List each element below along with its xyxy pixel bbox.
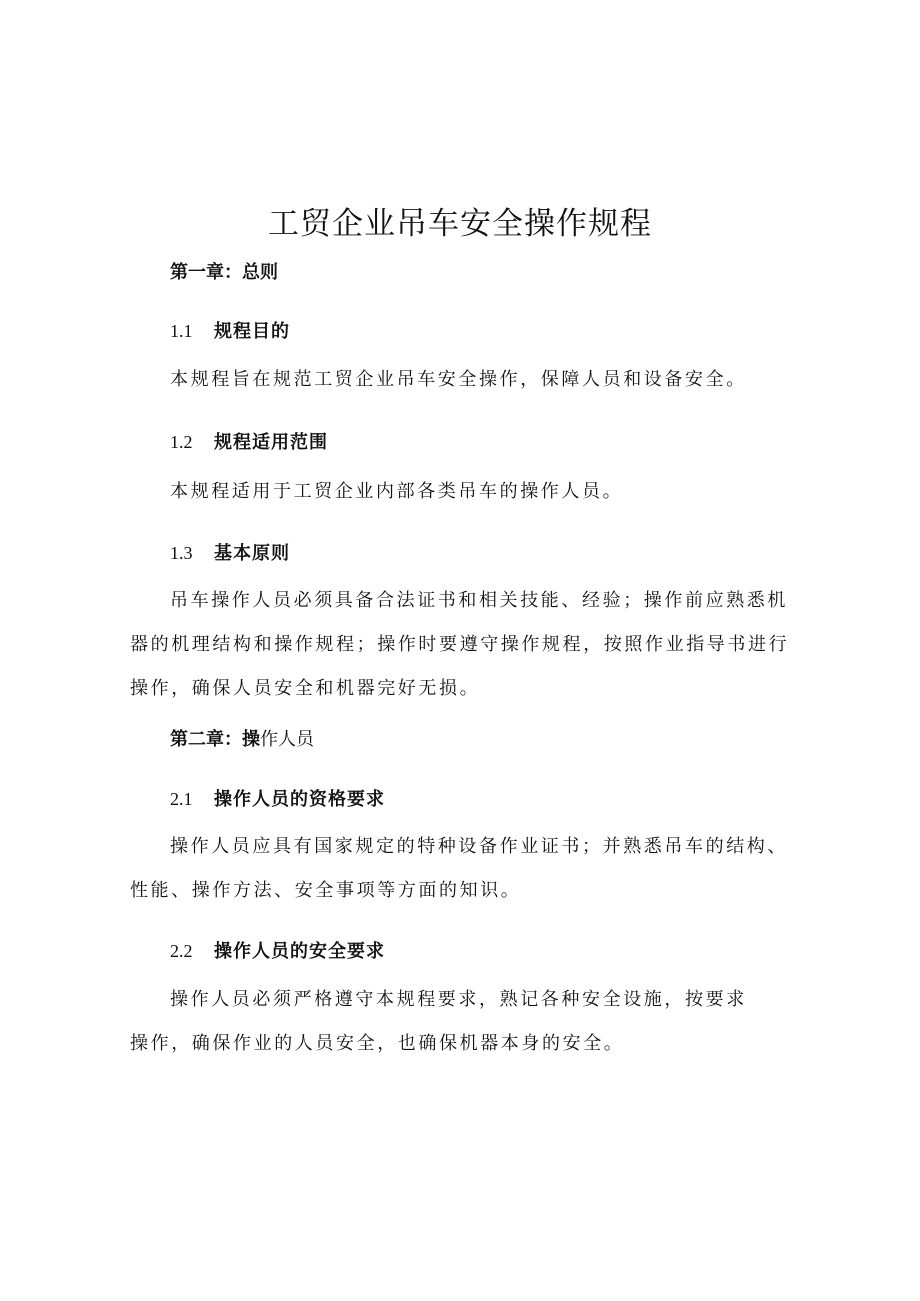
section-number: 1.3 <box>170 543 193 563</box>
section-label: 操作人员的安全要求 <box>214 941 385 962</box>
section-2-1-text: 操作人员应具有国家规定的特种设备作业证书；并熟悉吊车的结构、性能、操作方法、安全事项等方面的知识。 <box>130 836 788 901</box>
section-2-2-heading <box>170 937 385 963</box>
section-number: 1.2 <box>170 432 193 452</box>
section-1-1-heading <box>170 317 290 343</box>
chapter-1-heading-text: 第一章：总则 <box>170 262 278 283</box>
section-2-1-heading <box>170 785 385 811</box>
section-label: 规程适用范围 <box>214 432 328 453</box>
document-title: 工贸企业吊车安全操作规程 <box>268 206 652 242</box>
section-number: 2.2 <box>170 941 193 961</box>
section-1-2-text: 本规程适用于工贸企业内部各类吊车的操作人员。 <box>170 481 624 502</box>
chapter-2-heading <box>170 725 314 751</box>
section-2-2-text: 操作人员必须严格遵守本规程要求，熟记各种安全设施，按要求操作，确保作业的人员安全，也确保机器本身的安全。 <box>130 989 747 1054</box>
section-label: 基本原则 <box>214 543 290 564</box>
section-label: 操作人员的资格要求 <box>214 789 385 810</box>
section-label: 规程目的 <box>214 321 290 342</box>
section-1-1-text: 本规程旨在规范工贸企业吊车安全操作，保障人员和设备安全。 <box>170 369 747 390</box>
section-number: 2.1 <box>170 789 193 809</box>
chapter-2-heading-rest: 作人员 <box>260 729 314 750</box>
section-1-2-heading <box>170 428 328 454</box>
section-number: 1.1 <box>170 321 193 341</box>
chapter-1-heading <box>170 258 278 284</box>
section-1-3-heading <box>170 539 290 565</box>
chapter-2-heading-text: 第二章：操 <box>170 729 260 750</box>
section-1-3-text: 吊车操作人员必须具备合法证书和相关技能、经验；操作前应熟悉机器的机理结构和操作规程；操作时要遵守操作规程，按照作业指导书进行操作，确保人员安全和机器完好无损。 <box>130 590 790 699</box>
